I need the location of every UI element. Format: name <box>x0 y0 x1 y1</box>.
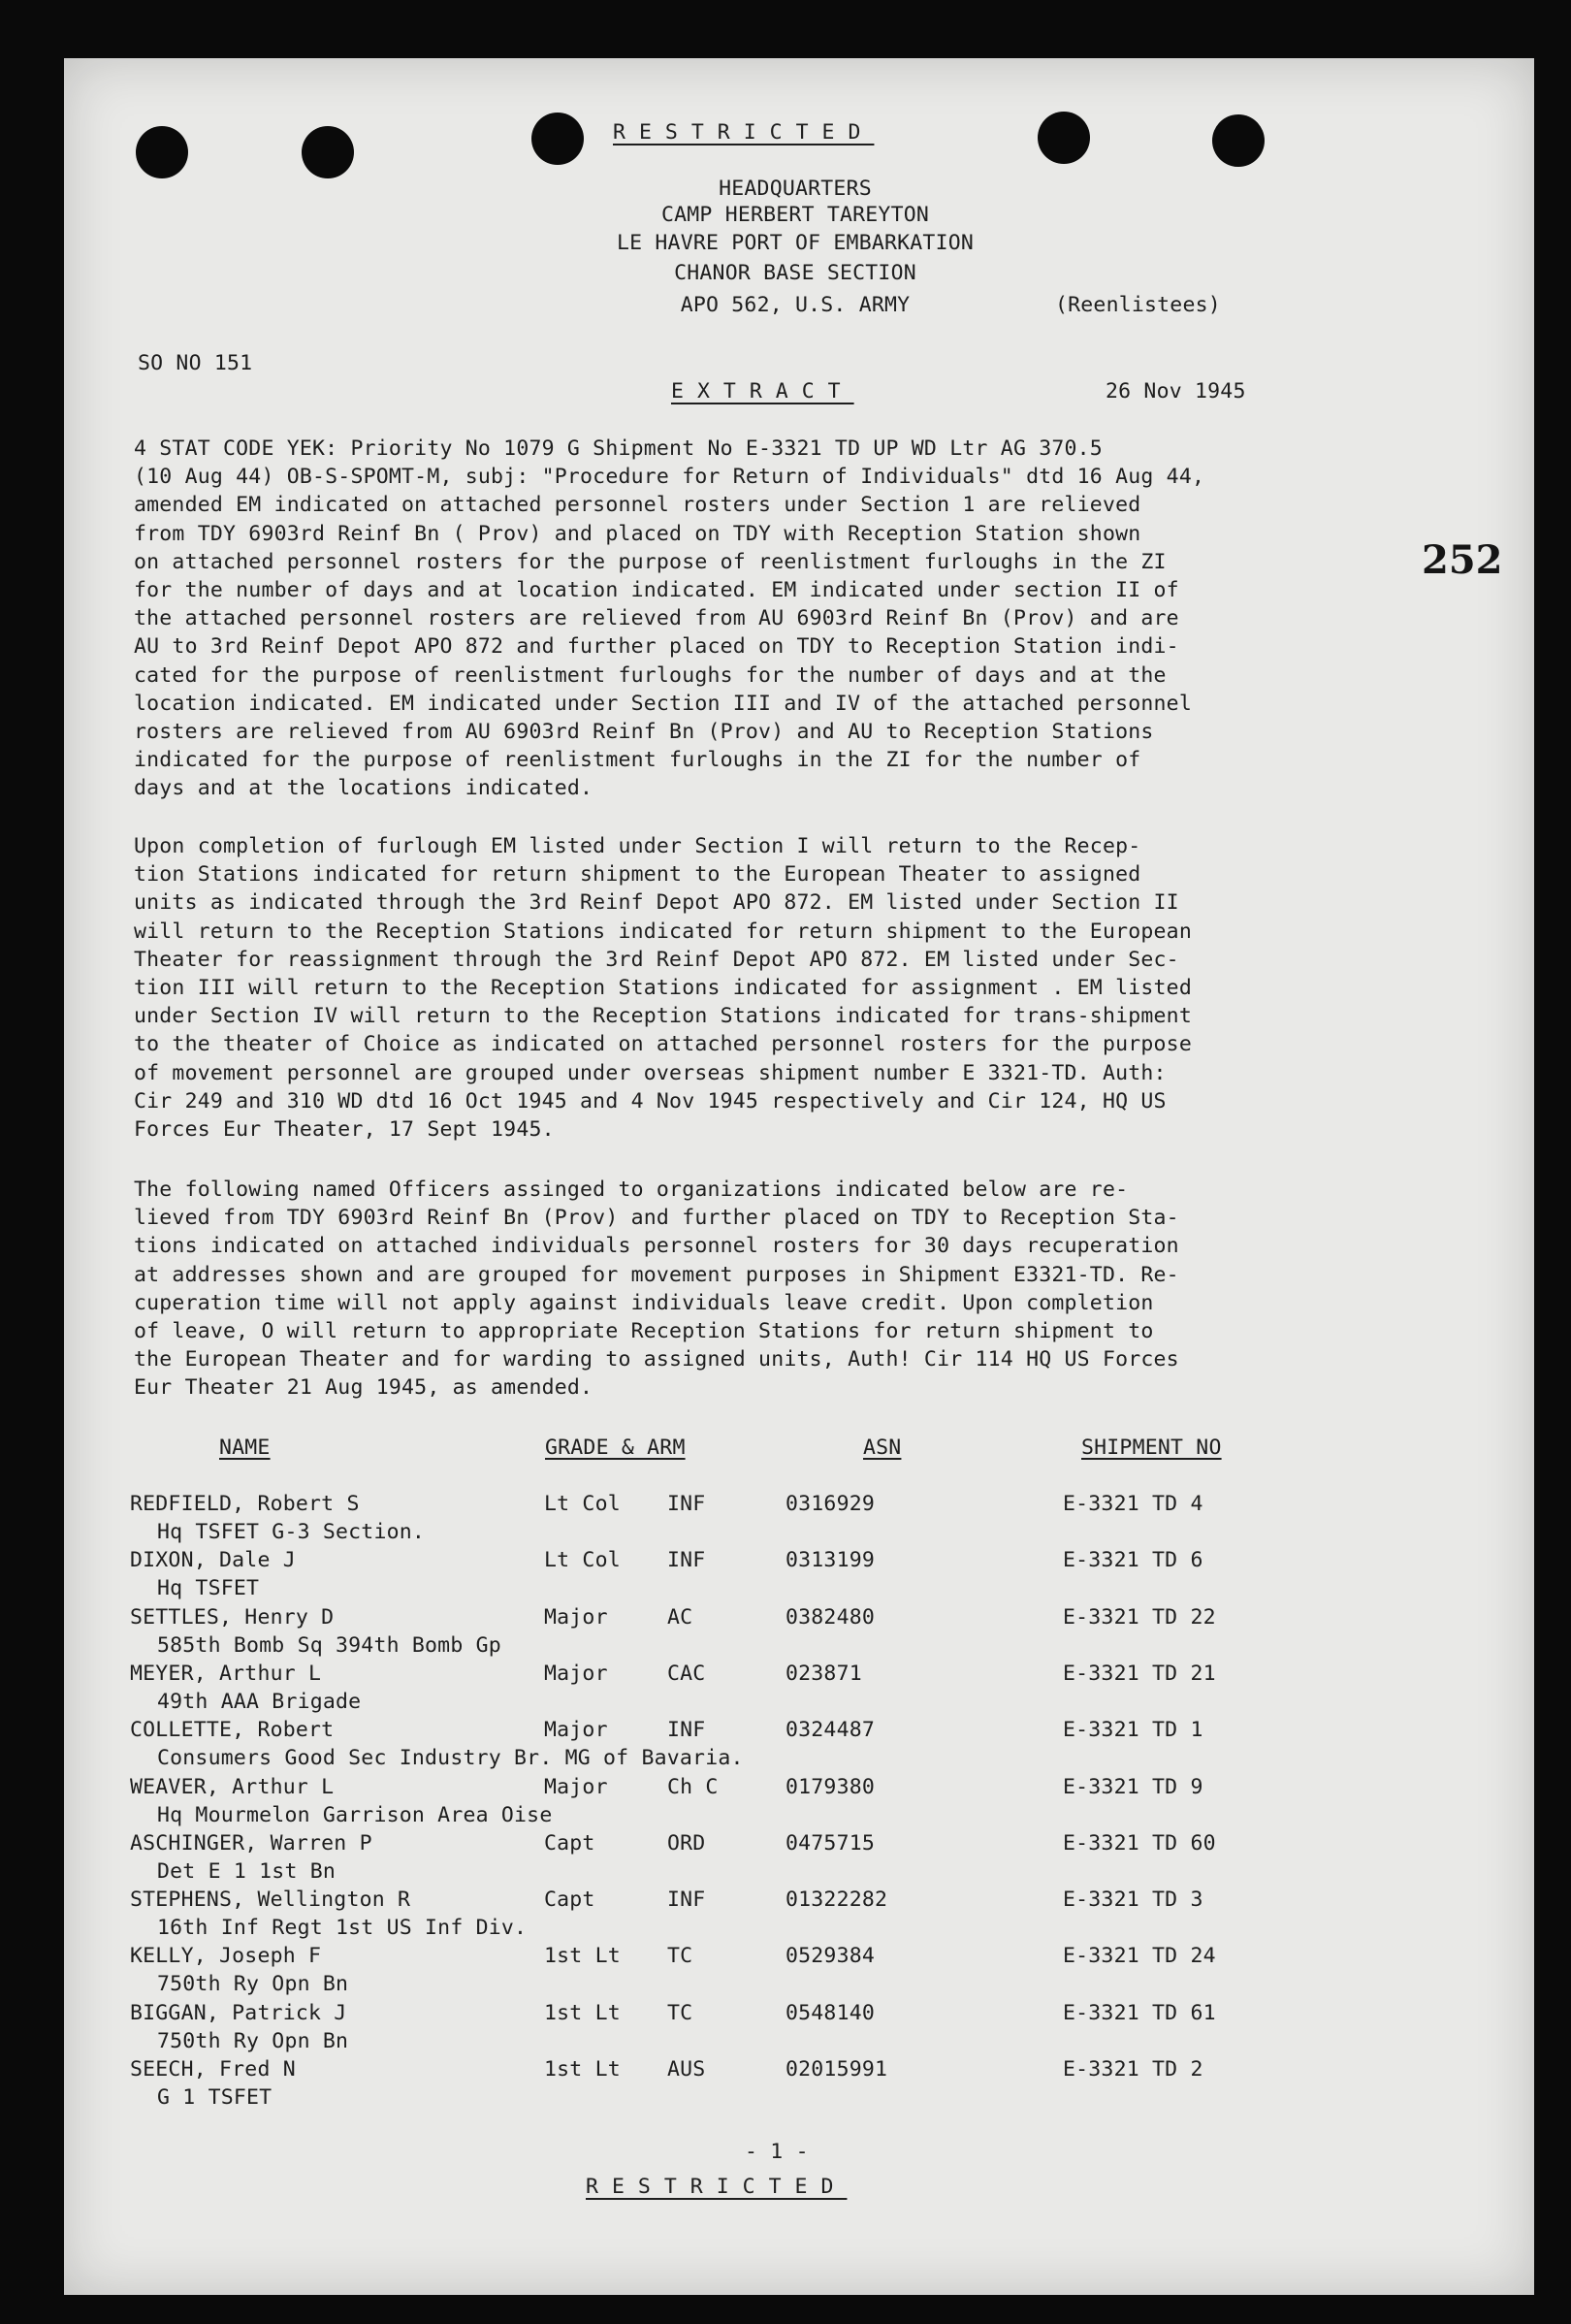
row-asn: 0548140 <box>786 2001 876 2025</box>
row-shipment: E-3321 TD 21 <box>1063 1662 1216 1686</box>
punch-hole-3 <box>531 113 584 165</box>
row-grade: 1st Lt <box>544 1944 621 1968</box>
row-arm: AUS <box>667 2057 706 2082</box>
row-unit: 16th Inf Regt 1st US Inf Div. <box>157 1916 528 1940</box>
row-name: KELLY, Joseph F <box>130 1944 322 1968</box>
row-arm: INF <box>667 1492 706 1516</box>
classification-top: RESTRICTED <box>613 120 875 145</box>
row-arm: Ch C <box>667 1775 719 1799</box>
row-arm: AC <box>667 1605 693 1630</box>
doc-type: EXTRACT <box>671 379 854 403</box>
row-arm: CAC <box>667 1662 706 1686</box>
row-asn: 0324487 <box>786 1718 876 1742</box>
header-line: APO 562, U.S. ARMY <box>680 293 911 317</box>
row-name: SETTLES, Henry D <box>130 1605 335 1630</box>
row-shipment: E-3321 TD 61 <box>1063 2001 1216 2025</box>
row-shipment: E-3321 TD 60 <box>1063 1831 1216 1856</box>
row-grade: Major <box>544 1775 608 1799</box>
row-grade: Major <box>544 1718 608 1742</box>
col-header-name: NAME <box>219 1436 271 1460</box>
col-header-asn: ASN <box>863 1436 902 1460</box>
row-name: STEPHENS, Wellington R <box>130 1888 411 1912</box>
punch-hole-2 <box>302 126 354 178</box>
row-grade: Capt <box>544 1888 595 1912</box>
row-shipment: E-3321 TD 6 <box>1063 1548 1203 1572</box>
row-name: REDFIELD, Robert S <box>130 1492 360 1516</box>
row-unit: Hq TSFET <box>157 1576 260 1600</box>
row-shipment: E-3321 TD 9 <box>1063 1775 1203 1799</box>
reenlistees-tag: (Reenlistees) <box>1055 293 1221 317</box>
col-header-grade: GRADE & ARM <box>545 1436 686 1460</box>
row-asn: 0179380 <box>786 1775 876 1799</box>
page-stamp: 252 <box>1422 537 1503 583</box>
punch-hole-5 <box>1212 114 1265 167</box>
header-line: HEADQUARTERS <box>719 177 872 201</box>
row-shipment: E-3321 TD 24 <box>1063 1944 1216 1968</box>
row-unit: Hq Mourmelon Garrison Area Oise <box>157 1803 553 1827</box>
row-grade: Lt Col <box>544 1492 621 1516</box>
row-arm: TC <box>667 2001 693 2025</box>
row-unit: Hq TSFET G-3 Section. <box>157 1520 426 1544</box>
row-grade: 1st Lt <box>544 2057 621 2082</box>
row-unit: Consumers Good Sec Industry Br. MG of Bavaria. <box>157 1746 744 1770</box>
row-unit: Det E 1 1st Bn <box>157 1859 337 1884</box>
header-line: CHANOR BASE SECTION <box>674 261 916 285</box>
paragraph-3: The following named Officers assinged to organizations indicated below are re- lieved from TDY 6903rd Reinf Bn (Prov) and further placed on TDY to Reception Sta- tions indicated on attached individuals personnel rosters for 30 days recuperation at addresses shown and are grouped for movement purposes in Shipment E3321-TD. Re- cuperation time will not apply against individuals leave credit. Upon completion of leave, O will return to appropriate Reception Stations for return shipment to the European Theater and for warding to assigned units, Auth! Cir 114 HQ US Forces Eur Theater 21 Aug 1945, as amended. <box>134 1178 1179 1401</box>
punch-hole-4 <box>1038 112 1090 164</box>
row-arm: INF <box>667 1548 706 1572</box>
row-arm: INF <box>667 1718 706 1742</box>
row-arm: TC <box>667 1944 693 1968</box>
row-shipment: E-3321 TD 3 <box>1063 1888 1203 1912</box>
order-number: SO NO 151 <box>138 351 253 375</box>
paragraph-1: 4 STAT CODE YEK: Priority No 1079 G Shipment No E-3321 TD UP WD Ltr AG 370.5 (10 Aug 44) OB-S-SPOMT-M, subj: "Procedure for Return of Individuals" dtd 16 Aug 44, amended EM indicated on attached personnel rosters under Section 1 are relieved from TDY 6903rd Reinf Bn ( Prov) and placed on TDY with Reception Station shown on attached personnel rosters for the purpose of reenlistment furloughs in the ZI for the number of days and at location indicated. EM indicated under section II of the attached personnel rosters are relieved from AU 6903rd Reinf Bn (Prov) and are AU to 3rd Reinf Depot APO 872 and further placed on TDY to Reception Station indi- cated for the purpose of reenlistment furloughs for the number of days and at the location indicated. EM indicated under Section III and IV of the attached personnel rosters are relieved from AU 6903rd Reinf Bn (Prov) and AU to Reception Stations indicated for the purpose of reenlistment furloughs in the ZI for the number of days and at the locations indicated. <box>134 436 1205 801</box>
row-shipment: E-3321 TD 4 <box>1063 1492 1203 1516</box>
row-arm: ORD <box>667 1831 706 1856</box>
row-asn: 02015991 <box>786 2057 888 2082</box>
row-shipment: E-3321 TD 2 <box>1063 2057 1203 2082</box>
page-number: - 1 - <box>745 2140 809 2164</box>
order-date: 26 Nov 1945 <box>1106 379 1246 403</box>
row-asn: 01322282 <box>786 1888 888 1912</box>
row-grade: Lt Col <box>544 1548 621 1572</box>
row-grade: Capt <box>544 1831 595 1856</box>
header-line: LE HAVRE PORT OF EMBARKATION <box>616 231 975 255</box>
row-shipment: E-3321 TD 22 <box>1063 1605 1216 1630</box>
row-asn: 0475715 <box>786 1831 876 1856</box>
row-name: MEYER, Arthur L <box>130 1662 322 1686</box>
row-arm: INF <box>667 1888 706 1912</box>
row-asn: 0316929 <box>786 1492 876 1516</box>
row-unit: 750th Ry Opn Bn <box>157 2029 349 2053</box>
row-unit: 750th Ry Opn Bn <box>157 1972 349 1996</box>
row-asn: 023871 <box>786 1662 862 1686</box>
row-asn: 0382480 <box>786 1605 876 1630</box>
row-name: SEECH, Fred N <box>130 2057 296 2082</box>
row-name: WEAVER, Arthur L <box>130 1775 335 1799</box>
classification-bottom: RESTRICTED <box>586 2175 848 2199</box>
row-unit: 585th Bomb Sq 394th Bomb Gp <box>157 1633 501 1658</box>
row-name: ASCHINGER, Warren P <box>130 1831 372 1856</box>
row-name: DIXON, Dale J <box>130 1548 296 1572</box>
paragraph-2: Upon completion of furlough EM listed under Section I will return to the Recep- tion Stations indicated for return shipment to the European Theater to assigned units as indicated through the 3rd Reinf Depot APO 872. EM listed under Section II will return to the Reception Stations indicated for return shipment to the European Theater for reassignment through the 3rd Reinf Depot APO 872. EM listed under Sec- tion III will return to the Reception Stations indicated for assignment . EM listed under Section IV will return to the Reception Stations indicated for trans-shipment to the theater of Choice as indicated on attached personnel rosters for the purpose of movement personnel are grouped under overseas shipment number E 3321-TD. Auth: Cir 249 and 310 WD dtd 16 Oct 1945 and 4 Nov 1945 respectively and Cir 124, HQ US Forces Eur Theater, 17 Sept 1945. <box>134 834 1192 1143</box>
row-asn: 0529384 <box>786 1944 876 1968</box>
row-shipment: E-3321 TD 1 <box>1063 1718 1203 1742</box>
punch-hole-1 <box>136 126 188 178</box>
row-asn: 0313199 <box>786 1548 876 1572</box>
header-line: CAMP HERBERT TAREYTON <box>660 203 930 227</box>
row-unit: 49th AAA Brigade <box>157 1690 362 1714</box>
row-unit: G 1 TSFET <box>157 2085 273 2110</box>
row-name: BIGGAN, Patrick J <box>130 2001 347 2025</box>
row-grade: Major <box>544 1605 608 1630</box>
row-grade: 1st Lt <box>544 2001 621 2025</box>
row-name: COLLETTE, Robert <box>130 1718 335 1742</box>
row-grade: Major <box>544 1662 608 1686</box>
col-header-shipment: SHIPMENT NO <box>1081 1436 1222 1460</box>
